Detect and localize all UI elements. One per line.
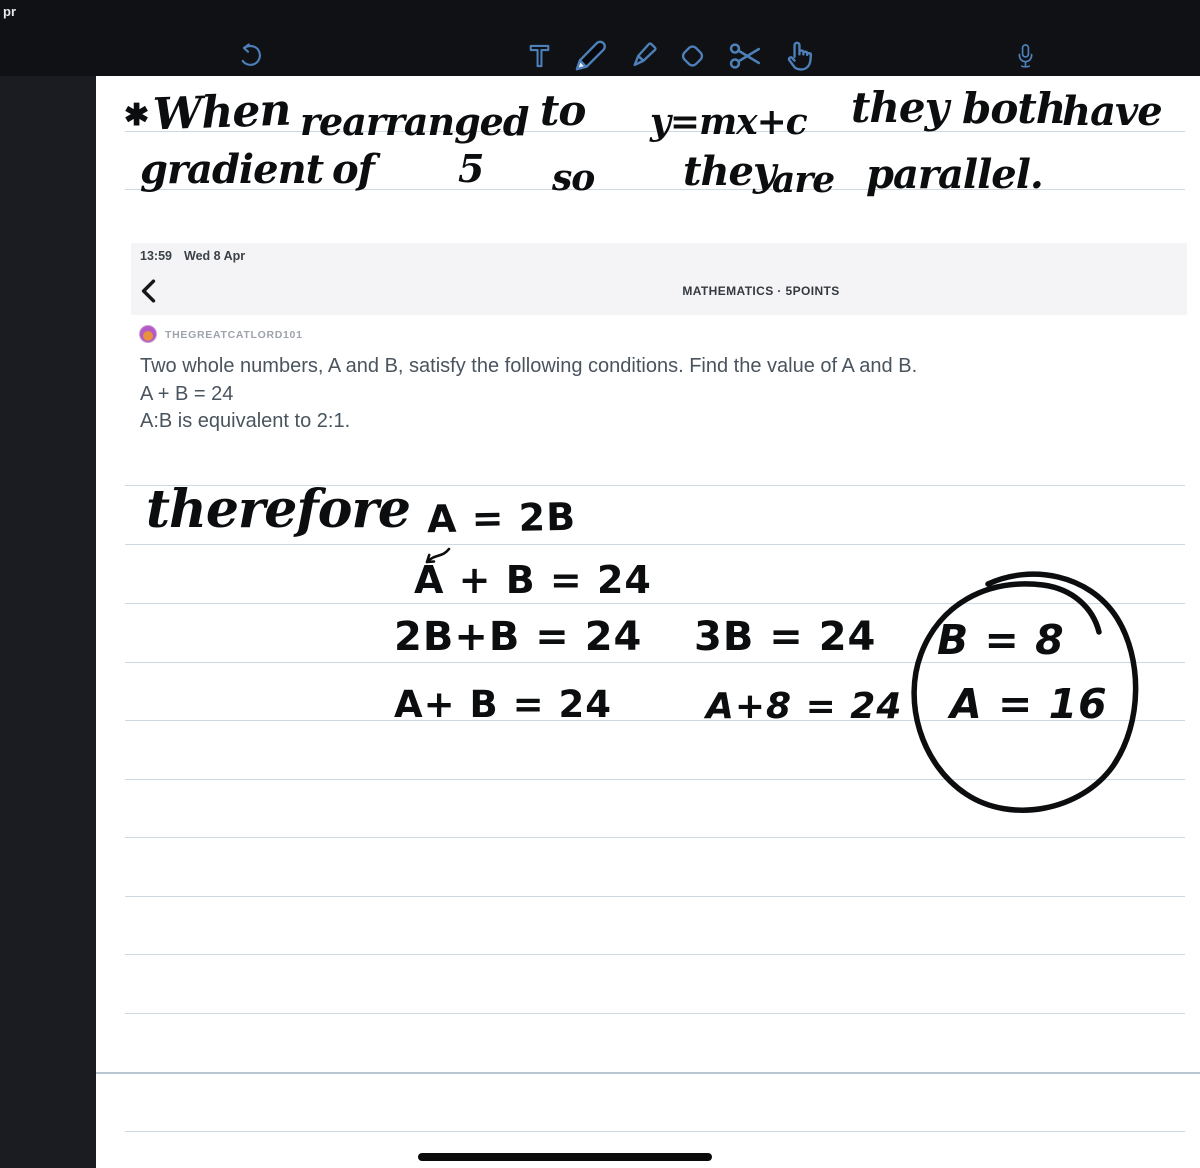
handwritten-word: of (332, 146, 374, 193)
left-sidebar (0, 76, 96, 1168)
question-line: A:B is equivalent to 2:1. (140, 410, 351, 432)
highlighter-tool-button[interactable] (623, 37, 661, 75)
undo-button[interactable] (235, 41, 265, 71)
handwritten-word: to (540, 86, 586, 135)
handwritten-word: rearranged (300, 99, 529, 144)
chevron-left-icon (138, 279, 158, 303)
work-equation: A+8 = 24 (706, 686, 903, 727)
answer-b: B = 8 (937, 616, 1065, 664)
handwritten-word: When (152, 84, 292, 141)
ruled-line (125, 1013, 1185, 1014)
ruled-line (125, 896, 1185, 897)
handwritten-word: so (552, 157, 595, 199)
ruled-line (125, 1131, 1185, 1132)
scissors-icon (724, 37, 765, 75)
back-button[interactable] (137, 279, 159, 305)
eraser-tool-button[interactable] (674, 37, 711, 75)
embed-status-time: 13:59 (140, 249, 172, 263)
question-line: A + B = 24 (140, 382, 234, 405)
handwritten-word: they (851, 83, 949, 132)
handwritten-therefore: therefore (146, 479, 410, 540)
text-tool-icon (524, 38, 555, 74)
text-tool-button[interactable] (524, 38, 555, 74)
ruled-line (125, 544, 1185, 545)
scissors-tool-button[interactable] (724, 37, 765, 75)
hand-pointer-icon (778, 37, 819, 75)
handwritten-number: 5 (458, 146, 484, 191)
course-header: MATHEMATICS · 5POINTS (682, 284, 840, 298)
highlighter-icon (623, 37, 661, 75)
tool-group (524, 37, 819, 75)
avatar (139, 325, 157, 343)
work-equation: 2B+B = 24 (394, 614, 643, 660)
embed-status-date: Wed 8 Apr (184, 249, 246, 263)
handwritten-word: have (1062, 88, 1162, 135)
work-equation: A+ B = 24 (394, 683, 612, 726)
hand-tool-button[interactable] (778, 37, 819, 75)
eraser-icon (674, 37, 711, 75)
microphone-button[interactable] (1012, 37, 1039, 75)
ruled-line (125, 954, 1185, 955)
ruled-line (125, 837, 1185, 838)
handwritten-word: parallel. (866, 151, 1043, 198)
app-toolbar (0, 0, 1200, 76)
username: THEGREATCATLORD101 (165, 329, 303, 341)
handwritten-asterisk: ✱ (124, 99, 150, 132)
statusbar-corner-text: pr (3, 4, 16, 19)
pen-tool-button[interactable] (568, 37, 610, 75)
work-equation: A + B = 24 (414, 558, 652, 602)
pen-icon (568, 37, 610, 75)
answer-a: A = 16 (950, 680, 1108, 728)
work-equation: 3B = 24 (694, 614, 877, 660)
question-line: Two whole numbers, A and B, satisfy the following conditions. Find the value of A and B. (140, 355, 918, 377)
microphone-icon (1012, 37, 1039, 75)
embedded-screenshot-statusbar (131, 243, 1187, 315)
handwritten-equation: y=mx+c (650, 101, 807, 143)
handwritten-word: they (683, 148, 776, 195)
handwritten-word: both (962, 84, 1066, 133)
handwritten-word: are (772, 159, 835, 201)
home-indicator[interactable] (418, 1153, 712, 1161)
undo-icon (235, 41, 265, 71)
handwritten-word: gradient (140, 146, 324, 193)
question-text (140, 353, 1160, 436)
work-equation: A = 2B (426, 494, 577, 542)
ruled-line-page-break (96, 1072, 1200, 1074)
